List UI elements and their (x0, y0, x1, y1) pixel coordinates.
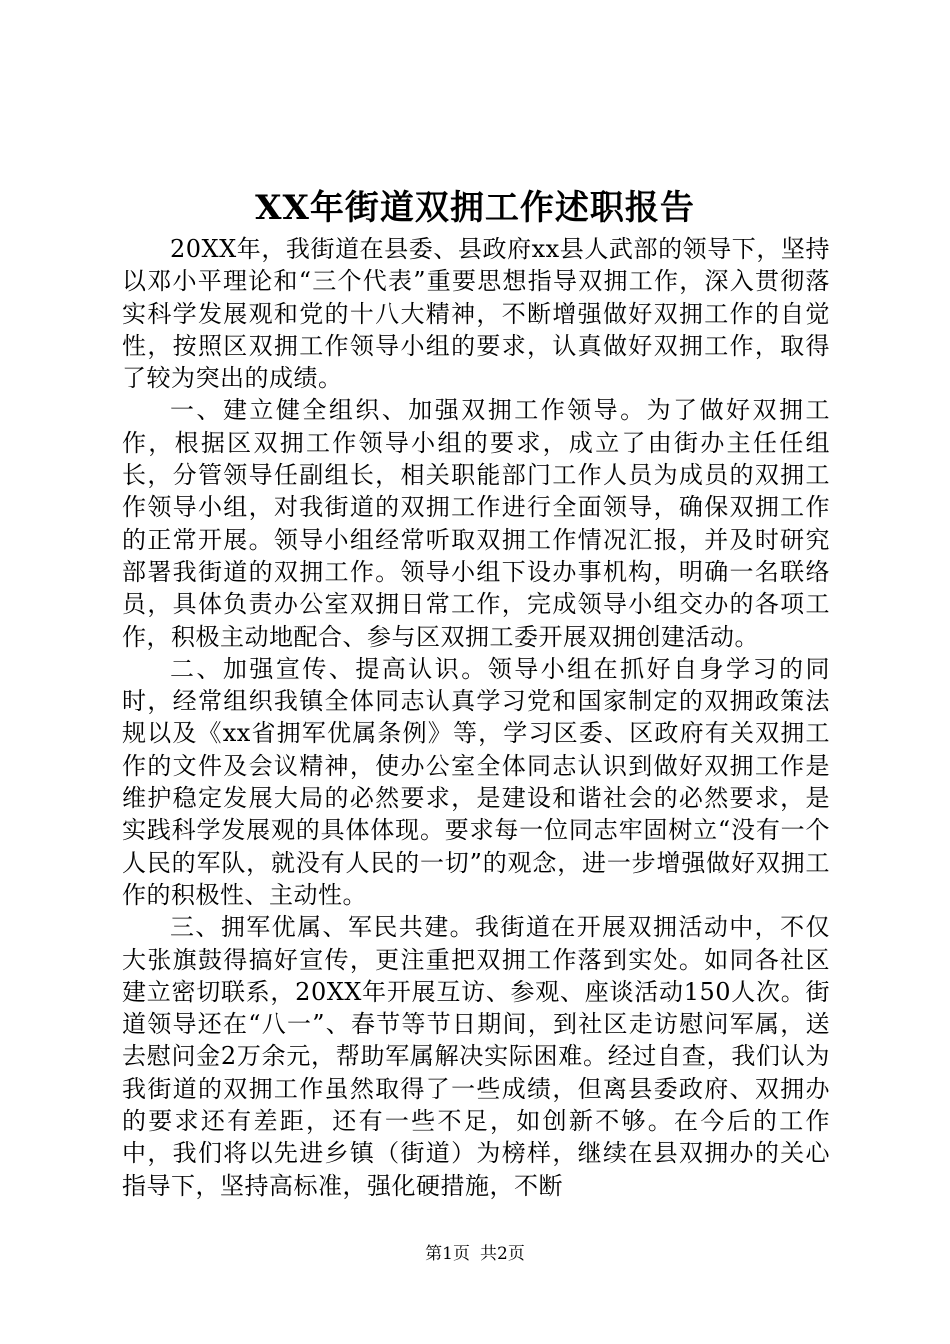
document-body (122, 233, 830, 1202)
paragraph-intro: 20XX年，我街道在县委、县政府xx县人武部的领导下，坚持以邓小平理论和“三个代表”重要思想指导双拥工作，深入贯彻落实科学发展观和党的十八大精神，不断增强做好双拥工作的自觉性，按照区双拥工作领导小组的要求，认真做好双拥工作，取得了较为突出的成绩。 (122, 235, 830, 393)
paragraph-section-3: 三、拥军优属、军民共建。我街道在开展双拥活动中，不仅大张旗鼓得搞好宣传，更注重把双拥工作落到实处。如同各社区建立密切联系，20XX年开展互访、参观、座谈活动150人次。街道领导还在“八一”、春节等节日期间，到社区走访慰问军属，送去慰问金2万余元，帮助军属解决实际困难。经过自查，我们认为我街道的双拥工作虽然取得了一些成绩，但离县委政府、双拥办的要求还有差距，还有一些不足，如创新不够。在今后的工作中，我们将以先进乡镇（街道）为榜样，继续在县双拥办的关心指导下，坚持高标准，强化硬措施，不断 (122, 913, 830, 1200)
paragraph-section-1: 一、建立健全组织、加强双拥工作领导。为了做好双拥工作，根据区双拥工作领导小组的要求，成立了由街办主任任组长，分管领导任副组长，相关职能部门工作人员为成员的双拥工作领导小组，对我街道的双拥工作进行全面领导，确保双拥工作的正常开展。领导小组经常听取双拥工作情况汇报，并及时研究部署我街道的双拥工作。领导小组下设办事机构，明确一名联络员，具体负责办公室双拥日常工作，完成领导小组交办的各项工作，积极主动地配合、参与区双拥工委开展双拥创建活动。 (122, 396, 830, 651)
paragraph-section-2: 二、加强宣传、提高认识。领导小组在抓好自身学习的同时，经常组织我镇全体同志认真学习党和国家制定的双拥政策法规以及《xx省拥军优属条例》等，学习区委、区政府有关双拥工作的文件及会议精神，使办公室全体同志认识到做好双拥工作是维护稳定发展大局的必然要求，是建设和谐社会的必然要求，是实践科学发展观的具体体现。要求每一位同志牢固树立“没有一个人民的军队，就没有人民的一切”的观念，进一步增强做好双拥工作的积极性、主动性。 (122, 654, 830, 909)
page-total: 共2页 (480, 1244, 525, 1264)
document-title: XX年街道双拥工作述职报告 (255, 188, 695, 228)
page-footer (0, 1242, 950, 1266)
page-number: 第1页 (425, 1244, 470, 1264)
